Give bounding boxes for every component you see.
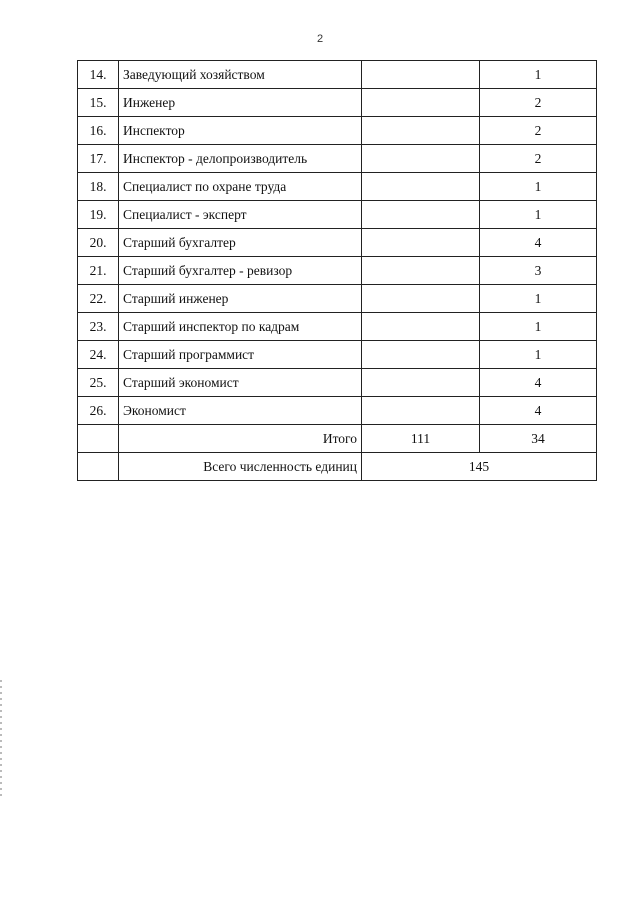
- position-name: Инженер: [119, 89, 362, 117]
- table-row: [78, 369, 597, 397]
- row-number: 26.: [78, 397, 119, 425]
- row-col-a: [362, 89, 480, 117]
- table-row: [78, 285, 597, 313]
- row-number: 20.: [78, 229, 119, 257]
- total-row: [78, 425, 597, 453]
- row-number: 19.: [78, 201, 119, 229]
- row-number: 21.: [78, 257, 119, 285]
- position-name: Старший экономист: [119, 369, 362, 397]
- row-col-a: [362, 313, 480, 341]
- total-num-cell: [78, 425, 119, 453]
- row-col-b: 1: [480, 173, 597, 201]
- table-row: [78, 117, 597, 145]
- position-name: Специалист по охране труда: [119, 173, 362, 201]
- table-row: [78, 313, 597, 341]
- row-col-b: 1: [480, 201, 597, 229]
- staff-table: [77, 60, 597, 481]
- position-name: Старший инженер: [119, 285, 362, 313]
- grand-total-num-cell: [78, 453, 119, 481]
- row-col-a: [362, 285, 480, 313]
- row-col-a: [362, 341, 480, 369]
- row-number: 18.: [78, 173, 119, 201]
- position-name: Старший программист: [119, 341, 362, 369]
- position-name: Инспектор: [119, 117, 362, 145]
- row-col-a: [362, 145, 480, 173]
- table-row: [78, 89, 597, 117]
- row-col-a: [362, 397, 480, 425]
- row-col-b: 2: [480, 117, 597, 145]
- row-number: 16.: [78, 117, 119, 145]
- position-name: Старший бухгалтер - ревизор: [119, 257, 362, 285]
- row-col-a: [362, 117, 480, 145]
- row-col-b: 1: [480, 341, 597, 369]
- position-name: Старший бухгалтер: [119, 229, 362, 257]
- row-number: 25.: [78, 369, 119, 397]
- row-col-b: 3: [480, 257, 597, 285]
- position-name: Инспектор - делопроизводитель: [119, 145, 362, 173]
- row-number: 24.: [78, 341, 119, 369]
- row-col-b: 1: [480, 61, 597, 89]
- row-col-b: 2: [480, 145, 597, 173]
- table-row: [78, 229, 597, 257]
- grand-total-label: Всего численность единиц: [119, 453, 362, 481]
- scan-edge-artifact: [0, 680, 2, 800]
- row-number: 22.: [78, 285, 119, 313]
- total-col-a: 111: [362, 425, 480, 453]
- row-col-b: 4: [480, 229, 597, 257]
- table-row: [78, 173, 597, 201]
- table-row: [78, 341, 597, 369]
- row-number: 17.: [78, 145, 119, 173]
- row-col-a: [362, 257, 480, 285]
- row-col-b: 1: [480, 313, 597, 341]
- position-name: Заведующий хозяйством: [119, 61, 362, 89]
- table-row: [78, 61, 597, 89]
- row-col-a: [362, 229, 480, 257]
- row-number: 14.: [78, 61, 119, 89]
- table-row: [78, 201, 597, 229]
- row-col-a: [362, 61, 480, 89]
- table-row: [78, 257, 597, 285]
- grand-total-row: [78, 453, 597, 481]
- position-name: Экономист: [119, 397, 362, 425]
- page-number: 2: [316, 33, 324, 45]
- total-col-b: 34: [480, 425, 597, 453]
- table-row: [78, 145, 597, 173]
- staff-table-body: [78, 61, 597, 481]
- position-name: Старший инспектор по кадрам: [119, 313, 362, 341]
- row-col-b: 1: [480, 285, 597, 313]
- row-col-b: 4: [480, 397, 597, 425]
- grand-total-value: 145: [362, 453, 597, 481]
- row-col-a: [362, 369, 480, 397]
- position-name: Специалист - эксперт: [119, 201, 362, 229]
- table-row: [78, 397, 597, 425]
- row-col-b: 4: [480, 369, 597, 397]
- row-number: 23.: [78, 313, 119, 341]
- total-label: Итого: [119, 425, 362, 453]
- row-col-a: [362, 173, 480, 201]
- row-number: 15.: [78, 89, 119, 117]
- row-col-b: 2: [480, 89, 597, 117]
- row-col-a: [362, 201, 480, 229]
